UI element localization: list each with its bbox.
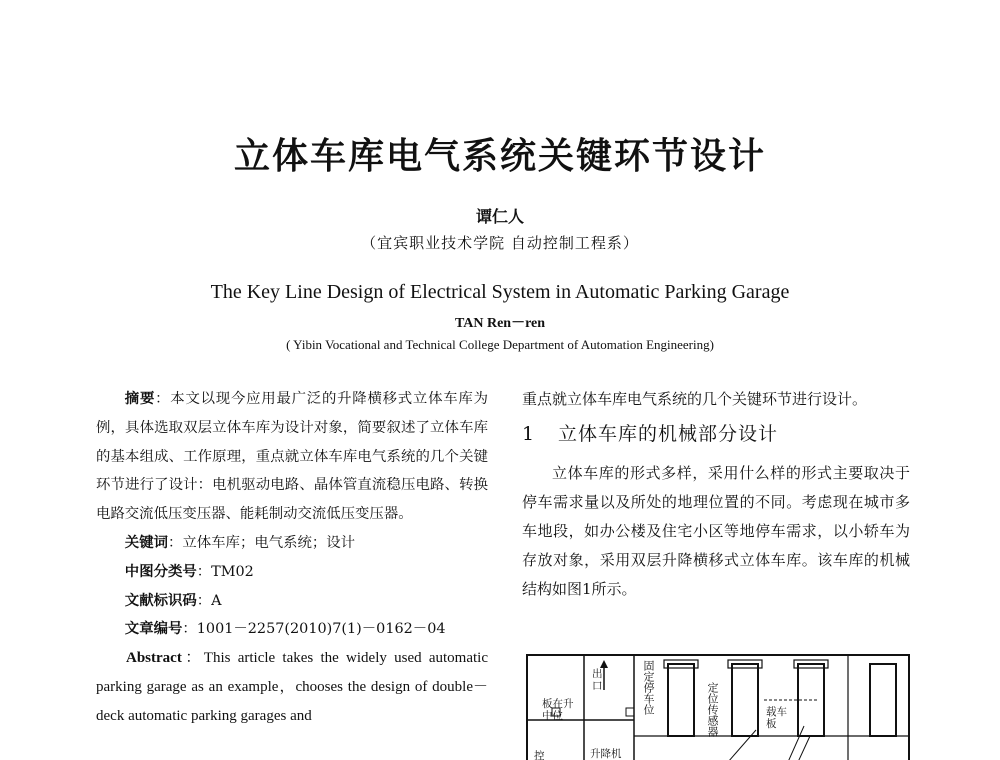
clc-line — [96, 558, 488, 587]
figure-label-fixed-spot: 固定停车位 — [642, 660, 655, 715]
english-abstract-text: ：This article takes the widely used automatic parking garage as an example，chooses the design of double－deck automatic parking garages and — [96, 650, 488, 724]
article-number-value: ：1001－2257(2010)7(1)－0162－04 — [182, 621, 446, 638]
abstract-text: ：本文以现今应用最广泛的升降横移式立体车库为例，具体选取双层立体车库为设计对象，简要叙述了立体车库的基本组成、工作原理，重点就立体车库电气系统的几个关键环节进行了设计：电机驱动电路、晶体管直流稳压电路、转换电路交流低压变压器、能耗制动交流低压变压器。 — [96, 391, 488, 523]
section-paragraph: 立体车库的形式多样，采用什么样的形式主要取决于停车需求量以及所处的地理位置的不同。考虑现在城市多车地段，如办公楼及住宅小区等地停车需求，以小轿车为存放对象，采用双层升降横移式立体车库。该车库的机械结构如图1所示。 — [522, 464, 910, 598]
keywords-line — [96, 529, 488, 558]
author-affiliation: （宜宾职业技术学院 自动控制工程系） — [361, 234, 639, 252]
figure-drawing — [528, 656, 910, 760]
doc-code-value: ：A — [196, 592, 222, 609]
figure-label-exit: 出口 — [592, 668, 603, 692]
figure-label-sensor: 定位传感器 — [706, 682, 719, 737]
author-name: 谭仁人 — [475, 207, 524, 226]
clc-value: ：TM02 — [196, 563, 254, 580]
section-number: 1 — [522, 423, 536, 445]
article-number-label: 文章编号 — [124, 620, 183, 638]
section-title: 立体车库的机械部分设计 — [558, 423, 779, 445]
clc-label: 中图分类号 — [124, 562, 197, 580]
english-title: The Key Line Design of Electrical System in Automatic Parking Garage — [210, 281, 790, 303]
figure-label-side: 控 — [534, 750, 545, 760]
left-column — [96, 385, 488, 731]
figure-label-car-plate: 载车板 — [766, 706, 787, 730]
continued-paragraph: 重点就立体车库电气系统的几个关键环节进行设计。 — [522, 390, 868, 408]
paper-title: 立体车库电气系统关键环节设计 — [233, 135, 766, 177]
english-abstract-label: Abstract — [126, 650, 182, 667]
abstract-paragraph — [96, 385, 488, 529]
garage-structure-figure — [526, 654, 910, 760]
english-author: TAN Ren－ren — [454, 316, 546, 331]
doc-code-label: 文献标识码 — [124, 591, 197, 609]
english-abstract — [96, 644, 488, 730]
section-heading — [522, 420, 910, 449]
article-number-line — [96, 615, 488, 644]
right-column — [522, 385, 910, 604]
keywords-label: 关键词 — [124, 533, 168, 551]
figure-label-plate-lift: 板在升中位 — [542, 698, 574, 722]
doc-code-line — [96, 587, 488, 616]
english-affiliation: ( Yibin Vocational and Technical College Department of Automation Engineering) — [286, 337, 714, 352]
abstract-label: 摘要 — [124, 390, 156, 407]
keywords-value: ：立体车库；电气系统；设计 — [167, 534, 356, 551]
figure-label-lifter: 升降机 — [590, 748, 622, 760]
